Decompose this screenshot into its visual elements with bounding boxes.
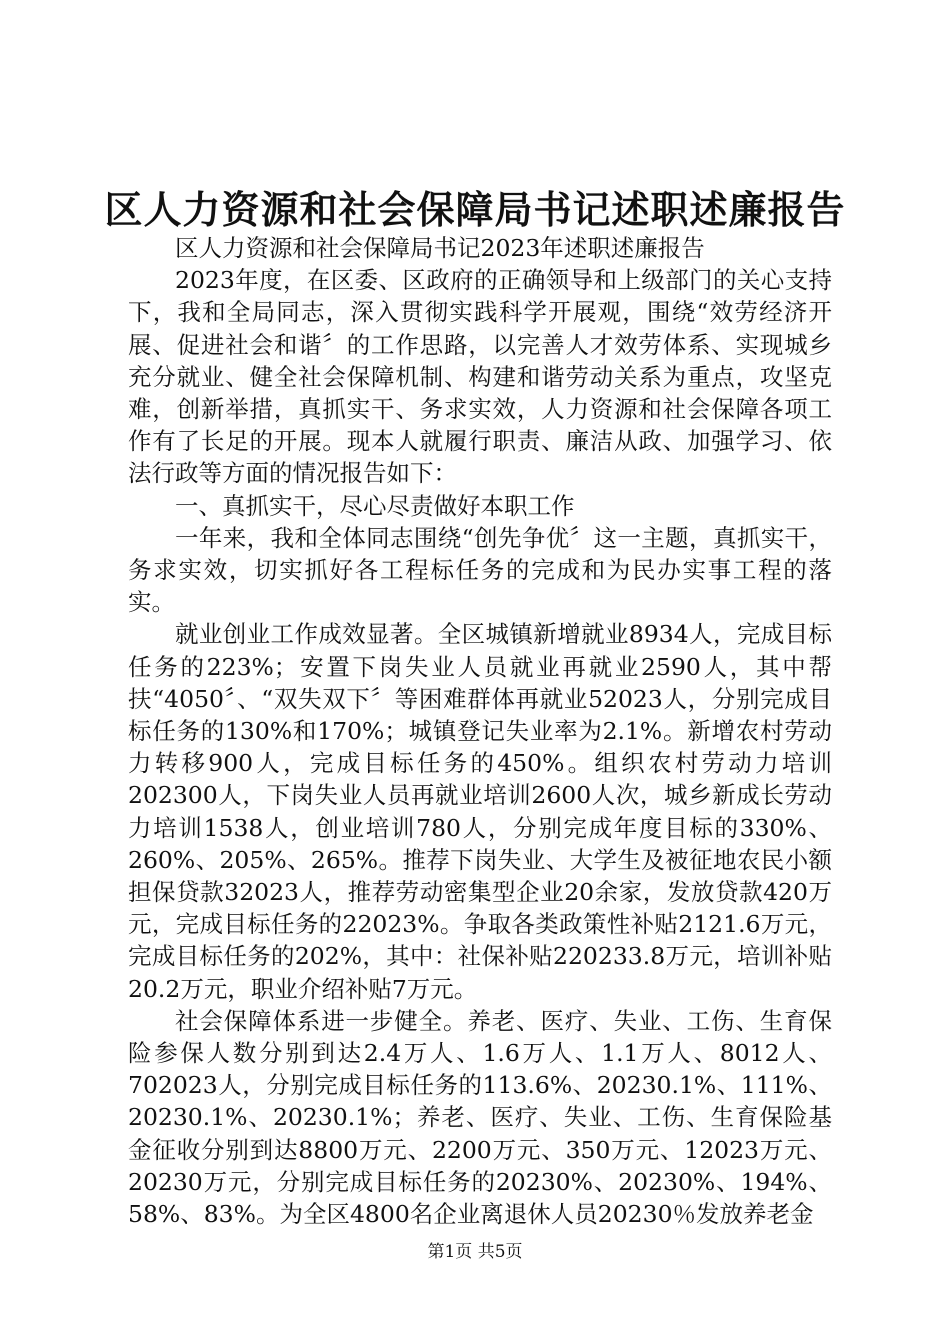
page-footer: 第1页 共5页 bbox=[427, 1242, 523, 1262]
document-body bbox=[128, 232, 832, 1230]
report-subtitle-paragraph: 区人力资源和社会保障局书记2023年述职述廉报告 bbox=[175, 234, 705, 262]
employment-paragraph: 就业创业工作成效显著。全区城镇新增就业8934人，完成目标任务的223%；安置下岗失业人员就业再就业2590人，其中帮扶“4050〞、“双失双下〞等困难群体再就业52023人，分别完成目标任务的130%和170%；城镇登记失业率为2.1%。新增农村劳动力转移900人，完成目标任务的450%。组织农村劳动力培训202300人，下岗失业人员再就业培训2600人次，城乡新成长劳动力培训1538人，创业培训780人，分别完成年度目标的330%、260%、205%、265%。推荐下岗失业、大学生及被征地农民小额担保贷款32023人，推荐劳动密集型企业20余家，发放贷款420万元，完成目标任务的22023%。争取各类政策性补贴2121.6万元，完成目标任务的202%，其中：社保补贴220233.8万元，培训补贴20.2万元，职业介绍补贴7万元。 bbox=[128, 620, 832, 1003]
social-security-paragraph: 社会保障体系进一步健全。养老、医疗、失业、工伤、生育保险参保人数分别到达2.4万人、1.6万人、1.1万人、8012人、702023人，分别完成目标任务的113.6%、20230.1%、111%、20230.1%、20230.1%；养老、医疗、失业、工伤、生育保险基金征收分别到达8800万元、2200万元、350万元、12023万元、20230万元，分别完成目标任务的20230%、20230%、194%、58%、83%。为全区4800名企业离退休人员20230％发放养老金 bbox=[128, 1006, 832, 1229]
section-heading-1: 一、真抓实干，尽心尽责做好本职工作 bbox=[175, 491, 575, 520]
intro-paragraph: 2023年度，在区委、区政府的正确领导和上级部门的关心支持下，我和全局同志，深入贯彻实践科学开展观，围绕“效劳经济开展、促进社会和谐〞的工作思路，以完善人才效劳体系、实现城乡充分就业、健全社会保障机制、构建和谐劳动关系为重点，攻坚克难，创新举措，真抓实干、务求实效，人力资源和社会保障各项工作有了长足的开展。现本人就履行职责、廉洁从政、加强学习、依法行政等方面的情况报告如下： bbox=[128, 266, 832, 488]
document-title: 区人力资源和社会保障局书记述职述廉报告 bbox=[104, 187, 846, 232]
section-1-intro-paragraph: 一年来，我和全体同志围绕“创先争优〞这一主题，真抓实干，务求实效，切实抓好各工程标任务的完成和为民办实事工程的落实。 bbox=[128, 523, 832, 617]
